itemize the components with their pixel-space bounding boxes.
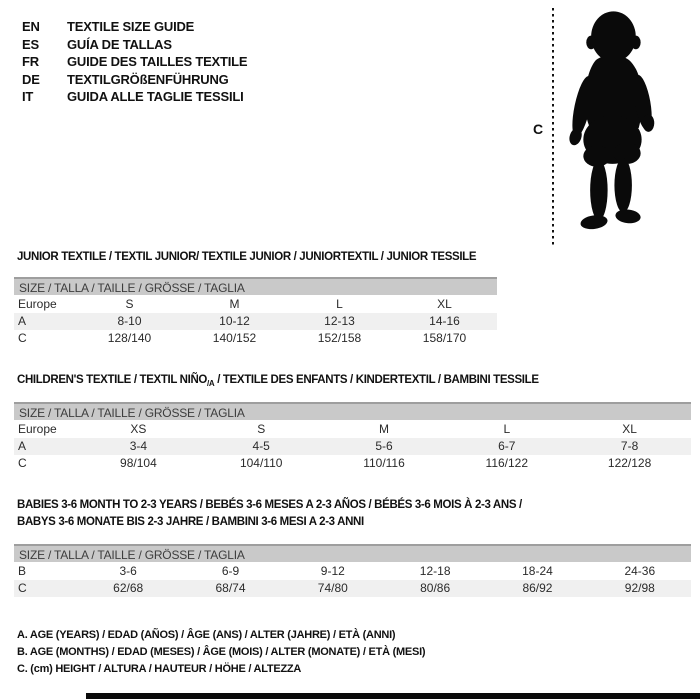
lang-row-es (22, 36, 247, 54)
table-cell: S (125, 297, 134, 311)
lang-title: GUIDE DES TAILLES TEXTILE (67, 54, 248, 69)
row-label: C (18, 331, 27, 345)
babies-table (14, 563, 691, 597)
bottom-divider-bar (86, 693, 700, 699)
table-cell: 74/80 (317, 581, 348, 595)
table-cell: 7-8 (620, 439, 639, 453)
lang-row-it (22, 88, 247, 106)
row-label: Europe (18, 297, 57, 311)
table-cell: 12-18 (419, 564, 451, 578)
table-cell: 110/116 (363, 456, 405, 470)
table-cell: L (503, 422, 511, 436)
row-label: B (18, 564, 27, 578)
junior-table-title: JUNIOR TEXTILE / TEXTIL JUNIOR/ TEXTILE JUNIOR / JUNIORTEXTIL / JUNIOR TESSILE (17, 251, 477, 263)
table-cell: 80/86 (420, 581, 451, 595)
table-row (14, 455, 691, 472)
table-row (14, 421, 691, 438)
table-cell: 24-36 (624, 564, 656, 578)
children-title-post: / TEXTILE DES ENFANTS / KINDERTEXTIL / BAMBINI TESSILE (214, 374, 539, 386)
lang-row-de (22, 71, 247, 89)
table-cell: 92/98 (624, 581, 655, 595)
table-cell: XS (130, 422, 147, 436)
lang-title: GUIDA ALLE TAGLIE TESSILI (67, 89, 244, 104)
children-size-header: SIZE / TALLA / TAILLE / GRÖSSE / TAGLIA (14, 402, 691, 420)
children-table-title (17, 372, 539, 392)
table-row (14, 330, 497, 347)
table-cell: L (336, 297, 343, 311)
lang-title: GUÍA DE TALLAS (67, 36, 172, 52)
table-cell: 86/92 (522, 581, 553, 595)
table-cell: 18-24 (522, 564, 553, 578)
table-cell: 128/140 (107, 331, 152, 345)
table-cell: 8-10 (117, 314, 142, 328)
lang-title: TEXTILGRÖßENFÜHRUNG (67, 71, 229, 87)
baby-silhouette-icon (561, 6, 663, 246)
table-cell: XL (437, 297, 452, 311)
language-title-list (22, 18, 247, 106)
table-cell: 62/68 (113, 581, 144, 595)
table-cell: M (229, 297, 240, 311)
table-cell: 68/74 (215, 581, 246, 595)
lang-code: FR (22, 54, 39, 69)
table-cell: 3-6 (119, 564, 137, 578)
note-a: A. AGE (YEARS) / EDAD (AÑOS) / ÂGE (ANS) / ALTER (JAHRE) / ETÀ (ANNI) (17, 629, 396, 641)
lang-row-en (22, 18, 247, 36)
babies-size-header: SIZE / TALLA / TAILLE / GRÖSSE / TAGLIA (14, 544, 691, 562)
table-row (14, 313, 497, 330)
table-cell: 152/158 (317, 331, 362, 345)
table-cell: 158/170 (422, 331, 467, 345)
legend-notes (17, 627, 425, 678)
table-cell: M (378, 422, 389, 436)
junior-size-header: SIZE / TALLA / TAILLE / GRÖSSE / TAGLIA (14, 277, 497, 295)
lang-code: EN (22, 19, 40, 34)
lang-code: DE (22, 71, 40, 87)
row-label: C (18, 581, 27, 595)
children-table (14, 421, 691, 472)
table-cell: 6-9 (221, 564, 240, 578)
babies-title-line2: BABYS 3-6 MONATE BIS 2-3 JAHRE / BAMBINI 3-6 MESI A 2-3 ANNI (17, 516, 364, 528)
row-label: Europe (18, 422, 57, 436)
height-measure-label: C (533, 121, 544, 137)
lang-code: IT (22, 89, 34, 104)
table-cell: 12-13 (324, 314, 355, 328)
table-cell: 6-7 (498, 439, 516, 453)
table-cell: 4-5 (252, 439, 270, 453)
table-cell: 9-12 (320, 564, 345, 578)
lang-row-fr (22, 53, 247, 71)
note-c: C. (cm) HEIGHT / ALTURA / HAUTEUR / HÖHE / ALTEZZA (17, 663, 302, 675)
row-label: A (18, 314, 27, 328)
babies-table-title (17, 497, 522, 531)
table-cell: 116/122 (485, 456, 529, 470)
babies-title-line1: BABIES 3-6 MONTH TO 2-3 YEARS / BEBÉS 3-6 MESES A 2-3 AÑOS / BÉBÉS 3-6 MOIS À 2-3 ANS / (17, 499, 522, 511)
height-measure-line (552, 8, 554, 246)
note-b: B. AGE (MONTHS) / EDAD (MESES) / ÂGE (MOIS) / ALTER (MONATE) / ETÀ (MESI) (17, 646, 426, 658)
table-cell: 122/128 (607, 456, 652, 470)
row-label: C (18, 456, 27, 470)
table-row (14, 580, 691, 597)
junior-table (14, 296, 497, 347)
table-cell: 98/104 (120, 456, 157, 470)
lang-code: ES (22, 36, 39, 52)
table-cell: 14-16 (429, 314, 460, 328)
row-label: A (18, 439, 27, 453)
table-row (14, 296, 497, 313)
table-cell: S (257, 422, 266, 436)
table-cell: 5-6 (375, 439, 393, 453)
table-cell: 140/152 (212, 331, 257, 345)
children-title-sub: /A (207, 379, 215, 388)
table-row (14, 563, 691, 580)
table-cell: 104/110 (239, 456, 283, 470)
children-title-pre: CHILDREN'S TEXTILE / TEXTIL NIÑO (17, 374, 208, 386)
table-cell: 3-4 (129, 439, 148, 453)
table-cell: XL (622, 422, 637, 436)
table-row (14, 438, 691, 455)
table-cell: 10-12 (219, 314, 250, 328)
lang-title: TEXTILE SIZE GUIDE (67, 19, 195, 34)
